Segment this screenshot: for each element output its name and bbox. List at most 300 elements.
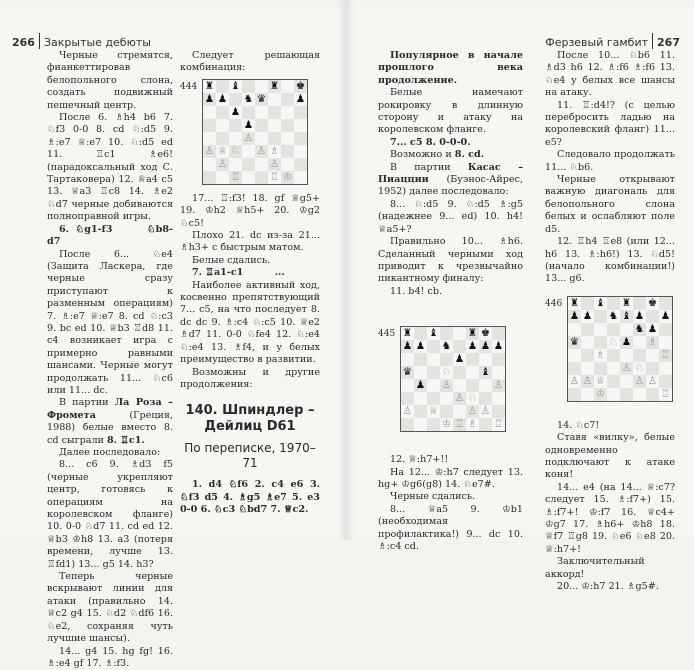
game-moves: 1. d4 ♘f6 2. c4 e6 3. ♘f3 d5 4. ♗g5 ♗e7 5. e3 0-0 6. ♘c3 ♘bd7 7. ♕c2. <box>180 479 320 516</box>
board-square <box>620 323 633 336</box>
board-square <box>646 336 659 349</box>
board-square <box>268 132 281 145</box>
board-square <box>427 327 440 340</box>
board-square <box>594 349 607 362</box>
chess-piece-icon: ♟ <box>205 94 214 105</box>
board-square <box>659 362 672 375</box>
chess-piece-icon: ♘ <box>609 337 618 348</box>
chess-piece-icon: ♟ <box>661 311 670 322</box>
chess-piece-icon: ♟ <box>244 120 253 131</box>
board-square <box>620 310 633 323</box>
white-move: 7. ♖a1-c1 <box>192 267 243 278</box>
paragraph: 20... ♔:h7 21. ♗g5#. <box>545 581 675 593</box>
board-square <box>479 379 492 392</box>
board-square <box>229 93 242 106</box>
board-square <box>203 80 216 93</box>
chess-piece-icon: ♜ <box>270 81 279 92</box>
board-square <box>268 119 281 132</box>
board-square <box>401 366 414 379</box>
board-square <box>216 132 229 145</box>
chess-piece-icon: ♗ <box>270 146 279 157</box>
chess-piece-icon: ♙ <box>455 393 464 404</box>
board-square <box>203 93 216 106</box>
chess-piece-icon: ♙ <box>442 380 451 391</box>
board-square <box>568 349 581 362</box>
board-square <box>659 349 672 362</box>
board-square <box>294 106 307 119</box>
text: В партии <box>390 162 468 173</box>
paragraph <box>47 397 173 447</box>
board-square <box>427 366 440 379</box>
board-square <box>646 349 659 362</box>
board-square <box>492 353 505 366</box>
chess-piece-icon: ♟ <box>231 107 240 118</box>
board-square <box>466 327 479 340</box>
board-square <box>294 171 307 184</box>
board-square <box>633 336 646 349</box>
chess-piece-icon: ♞ <box>609 311 618 322</box>
chess-piece-icon: ♙ <box>218 159 227 170</box>
board-square <box>620 336 633 349</box>
board-square <box>453 327 466 340</box>
board-square <box>255 145 268 158</box>
board-square <box>242 106 255 119</box>
board-square <box>203 119 216 132</box>
board-square <box>242 80 255 93</box>
board-square <box>255 119 268 132</box>
board-square <box>594 297 607 310</box>
paragraph: 8... ♕a5 9. ♔b1 (необходимая профилактика!) 9... dc 10. ♗:c4 cd. <box>378 504 523 554</box>
paragraph: 14. ♘c7! <box>545 420 675 432</box>
chess-piece-icon: ♙ <box>635 376 644 387</box>
chess-piece-icon: ♗ <box>648 337 657 348</box>
board-square <box>268 93 281 106</box>
board-square <box>607 375 620 388</box>
paragraph <box>378 162 523 199</box>
board-square <box>479 340 492 353</box>
board-square <box>216 145 229 158</box>
board-square <box>414 353 427 366</box>
game-title: 140. Шпиндлер – Дейлиц D61 <box>180 403 320 435</box>
board-square <box>492 379 505 392</box>
chess-board <box>400 326 506 432</box>
board-square <box>268 106 281 119</box>
board-square <box>492 405 505 418</box>
board-square <box>203 132 216 145</box>
board-square <box>255 171 268 184</box>
move: 8. ♖c1. <box>107 435 145 446</box>
board-square <box>607 323 620 336</box>
chess-piece-icon: ♟ <box>635 311 644 322</box>
paragraph: Белые намечают рокировку в длинную сторону и атаку на королевском фланге. <box>378 87 523 137</box>
board-square <box>294 93 307 106</box>
chess-piece-icon: ♙ <box>481 406 490 417</box>
board-square <box>453 405 466 418</box>
board-square <box>414 418 427 431</box>
chess-diagram-446 <box>567 296 675 402</box>
paragraph: 11. b4! cb. <box>378 286 523 298</box>
board-square <box>401 405 414 418</box>
paragraph: Ставя «вилку», белые одновременно подключают к атаке коня! <box>545 432 675 482</box>
board-square <box>203 106 216 119</box>
board-square <box>646 388 659 401</box>
chess-board <box>202 79 308 185</box>
chess-piece-icon: ♙ <box>257 146 266 157</box>
chess-piece-icon: ♚ <box>481 328 490 339</box>
board-square <box>607 336 620 349</box>
chess-piece-icon: ♝ <box>596 298 605 309</box>
right-section-title: Ферзевый гамбит <box>545 36 648 49</box>
board-square <box>633 349 646 362</box>
chess-piece-icon: ♙ <box>205 146 214 157</box>
paragraph: Правильно 10... ♗h6. Сделанный черными ход приводит к чрезвычайно пикантному финалу: <box>378 236 523 286</box>
board-square <box>440 340 453 353</box>
chess-piece-icon: ♛ <box>257 94 266 105</box>
paragraph: Белые сдались. <box>180 255 320 267</box>
board-square <box>414 392 427 405</box>
board-square <box>581 375 594 388</box>
board-square <box>440 418 453 431</box>
chess-piece-icon: ♜ <box>622 298 631 309</box>
board-square <box>659 388 672 401</box>
board-square <box>492 340 505 353</box>
chess-piece-icon: ♞ <box>442 341 451 352</box>
board-square <box>401 379 414 392</box>
left-running-head <box>12 33 151 49</box>
board-square <box>620 297 633 310</box>
board-square <box>581 362 594 375</box>
paragraph: На 12... ♔:h7 следует 13. hg+ ♔g6(g8) 14. ♘e7#. <box>378 467 523 492</box>
board-square <box>281 171 294 184</box>
board-square <box>203 158 216 171</box>
chess-piece-icon: ♚ <box>296 81 305 92</box>
board-square <box>427 418 440 431</box>
board-square <box>646 297 659 310</box>
chess-piece-icon: ♙ <box>583 376 592 387</box>
board-square <box>466 405 479 418</box>
paragraph: После 10... ♘b6 11. ♗d3 h6 12. ♗:f6 ♗:f6 13. ♘e4 у белых все шансы на атаку. <box>545 50 675 100</box>
board-square <box>607 362 620 375</box>
chess-piece-icon: ♟ <box>416 380 425 391</box>
chess-piece-icon: ♙ <box>648 376 657 387</box>
board-square <box>607 310 620 323</box>
chess-piece-icon: ♙ <box>622 363 631 374</box>
board-square <box>633 375 646 388</box>
board-square <box>294 80 307 93</box>
board-square <box>414 327 427 340</box>
chess-piece-icon: ♙ <box>244 133 253 144</box>
chess-piece-icon: ♔ <box>442 419 451 430</box>
paragraph: Теперь черные вскрывают линии для атаки (правильно 14. ♕c2 g4 15. ♘d2 ♘df6 16. ♘e2, сохраняя чуть лучшие шансы). <box>47 571 173 645</box>
paragraph: Наиболее активный ход, косвенно препятствующий 7... c5, на что последует 8. dc dc 9. ♗:c4 ♘:c5 10. ♕e2 ♗d7 11. 0-0 ♘fe4 12. ♘:e4 ♘:e4 13. ♗f4, и у белых преимущество в развитии. <box>180 280 320 367</box>
paragraph: Следует решающая комбинация: <box>180 50 320 75</box>
board-square <box>466 392 479 405</box>
right-running-head <box>545 33 680 49</box>
board-square <box>255 132 268 145</box>
chess-piece-icon: ♜ <box>570 298 579 309</box>
board-square <box>568 323 581 336</box>
left-section-title: Закрытые дебюты <box>44 36 151 49</box>
board-square <box>594 362 607 375</box>
players: Ла Роза – Фромета <box>47 397 173 420</box>
board-square <box>479 353 492 366</box>
board-square <box>294 158 307 171</box>
paragraph: 8... ♘:d5 9. ♘:d5 ♗:g5 (надежнее 9... ed) 10. h4! ♕a5+? <box>378 199 523 236</box>
paragraph: Возможны и другие продолжения: <box>180 367 320 392</box>
chess-piece-icon: ♘ <box>231 146 240 157</box>
chess-piece-icon: ♟ <box>416 341 425 352</box>
board-square <box>479 392 492 405</box>
chess-piece-icon: ♙ <box>403 406 412 417</box>
text: Возможно и <box>390 149 455 160</box>
paragraph: 17... ♖:f3! 18. gf ♕g5+ 19. ♔h2 ♕h5+ 20. ♔g2 ♘c5! <box>180 193 320 230</box>
board-square <box>594 388 607 401</box>
black-move: ♘b8-d7 <box>47 224 173 247</box>
board-square <box>401 353 414 366</box>
board-square <box>659 336 672 349</box>
board-square <box>492 392 505 405</box>
chess-piece-icon: ♟ <box>455 354 464 365</box>
board-square <box>466 366 479 379</box>
chess-piece-icon: ♖ <box>494 419 503 430</box>
board-square <box>414 366 427 379</box>
players: Касас – Пиацции <box>378 162 523 185</box>
paragraph: 12. ♕:h7+!! <box>378 454 523 466</box>
paragraph: 14... g4 15. hg fg! 16. ♗:e4 gf 17. ♗:f3. <box>47 646 173 670</box>
chess-diagram-445 <box>400 326 523 432</box>
board-square <box>229 158 242 171</box>
board-square <box>229 119 242 132</box>
diagram-number: 444 <box>180 81 197 93</box>
board-square <box>294 119 307 132</box>
board-square <box>242 171 255 184</box>
paragraph: Плохо 21. dc из-за 21... ♗h3+ с быстрым матом. <box>180 230 320 255</box>
chess-piece-icon: ♜ <box>468 328 477 339</box>
main-move <box>47 224 173 249</box>
board-square <box>242 119 255 132</box>
paragraph: Популярное в начале прошлого века продолжение. <box>378 50 523 87</box>
board-square <box>281 158 294 171</box>
board-square <box>620 375 633 388</box>
left-page-number: 266 <box>12 36 35 49</box>
paragraph: Черные сдались. <box>378 491 523 503</box>
board-square <box>427 340 440 353</box>
paragraph: Черные стремятся, фианкеттировав белопольного слона, создать подвижный пешечный центр. <box>47 50 173 112</box>
board-square <box>427 392 440 405</box>
board-square <box>401 327 414 340</box>
board-square <box>242 93 255 106</box>
board-square <box>659 323 672 336</box>
text: В партии <box>59 397 115 408</box>
board-square <box>479 327 492 340</box>
chess-piece-icon: ♕ <box>596 376 605 387</box>
column-1 <box>47 50 173 670</box>
board-square <box>568 375 581 388</box>
board-square <box>440 392 453 405</box>
board-square <box>281 132 294 145</box>
chess-piece-icon: ♜ <box>205 81 214 92</box>
header-divider <box>652 33 653 49</box>
board-square <box>268 80 281 93</box>
chess-piece-icon: ♟ <box>481 341 490 352</box>
board-square <box>646 362 659 375</box>
paragraph: 8... c6 9. ♗d3 f5 (черные укрепляют центр, готовясь к операциям на королевском фланге) 10. 0-0 ♘d7 11. cd ed 12. ♕b3 ♔h8 13. a3 (потеря времени, лучше 13. ♖fd1) 13... g5 14. h3? <box>47 459 173 571</box>
paragraph: Черные открывают важную диагональ для белопольного слона белых и ослабляют поле d5. <box>545 174 675 236</box>
board-square <box>229 80 242 93</box>
board-square <box>607 388 620 401</box>
board-square <box>440 379 453 392</box>
board-square <box>607 297 620 310</box>
board-square <box>242 132 255 145</box>
paragraph: 7... c5 8. 0-0-0. <box>378 137 523 149</box>
chess-piece-icon: ♕ <box>218 146 227 157</box>
chess-piece-icon: ♕ <box>429 406 438 417</box>
board-square <box>440 327 453 340</box>
chess-piece-icon: ♛ <box>403 367 412 378</box>
chess-piece-icon: ♞ <box>244 94 253 105</box>
board-square <box>216 106 229 119</box>
column-4 <box>545 50 675 593</box>
board-square <box>568 388 581 401</box>
board-square <box>229 145 242 158</box>
paragraph: После 6... ♘e4 (Защита Ласкера, где черные сразу приступают к разменным операциям) 7. ♗:e7 ♕:e7 8. cd ♘:c3 9. bc ed 10. ♕b3 ♖d8 11. c4 возникает игра с примерно равными шансами. Черные могут продолжать 11... ♘c6 или 11... dc. <box>47 249 173 398</box>
board-square <box>401 340 414 353</box>
board-square <box>568 310 581 323</box>
board-square <box>216 93 229 106</box>
chess-piece-icon: ♚ <box>648 298 657 309</box>
chess-piece-icon: ♖ <box>661 350 670 361</box>
board-square <box>281 106 294 119</box>
board-square <box>281 93 294 106</box>
board-square <box>203 171 216 184</box>
board-square <box>453 392 466 405</box>
paragraph <box>378 149 523 161</box>
board-square <box>255 158 268 171</box>
header-divider <box>39 33 40 49</box>
chess-piece-icon: ♘ <box>635 363 644 374</box>
board-square <box>581 336 594 349</box>
move: 8. cd. <box>455 149 484 160</box>
board-square <box>427 379 440 392</box>
chess-piece-icon: ♟ <box>570 311 579 322</box>
chess-piece-icon: ♝ <box>481 367 490 378</box>
board-square <box>294 132 307 145</box>
board-square <box>633 297 646 310</box>
chess-piece-icon: ♗ <box>596 350 605 361</box>
board-square <box>633 362 646 375</box>
paragraph: Далее последовало: <box>47 447 173 459</box>
paragraph: 12. ♖h4 ♖e8 (или 12... h6 13. ♗:h6!) 13. ♘d5! (начало комбинации!) 13... g6. <box>545 236 675 286</box>
board-square <box>242 158 255 171</box>
board-square <box>203 145 216 158</box>
board-square <box>440 405 453 418</box>
board-square <box>414 340 427 353</box>
chess-piece-icon: ♗ <box>468 419 477 430</box>
board-square <box>633 310 646 323</box>
board-square <box>294 145 307 158</box>
chess-piece-icon: ♟ <box>296 94 305 105</box>
board-square <box>216 171 229 184</box>
board-square <box>581 349 594 362</box>
board-square <box>440 353 453 366</box>
board-square <box>646 375 659 388</box>
board-square <box>594 336 607 349</box>
board-square <box>229 132 242 145</box>
game-subtitle: По переписке, 1970–71 <box>180 441 320 471</box>
board-square <box>268 171 281 184</box>
board-square <box>268 158 281 171</box>
board-square <box>646 323 659 336</box>
chess-piece-icon: ♟ <box>622 337 631 348</box>
column-2 <box>180 50 320 517</box>
board-square <box>216 80 229 93</box>
chess-piece-icon: ♛ <box>570 337 579 348</box>
board-square <box>492 418 505 431</box>
board-square <box>620 349 633 362</box>
chess-piece-icon: ♟ <box>403 341 412 352</box>
board-square <box>581 297 594 310</box>
board-square <box>620 388 633 401</box>
board-square <box>401 392 414 405</box>
chess-piece-icon: ♖ <box>270 172 279 183</box>
board-square <box>581 310 594 323</box>
right-page-number: 267 <box>657 36 680 49</box>
board-square <box>229 106 242 119</box>
chess-board <box>567 296 673 402</box>
board-square <box>479 405 492 418</box>
chess-piece-icon: ♘ <box>468 393 477 404</box>
board-square <box>466 379 479 392</box>
board-square <box>281 145 294 158</box>
board-square <box>440 366 453 379</box>
board-square <box>568 297 581 310</box>
board-square <box>268 145 281 158</box>
board-square <box>620 362 633 375</box>
board-square <box>255 80 268 93</box>
board-square <box>255 93 268 106</box>
chess-piece-icon: ♖ <box>661 389 670 400</box>
chess-piece-icon: ♟ <box>583 311 592 322</box>
chess-piece-icon: ♔ <box>596 389 605 400</box>
board-square <box>581 323 594 336</box>
board-square <box>466 353 479 366</box>
column-3 <box>378 50 523 553</box>
chess-piece-icon: ♟ <box>218 94 227 105</box>
chess-piece-icon: ♞ <box>635 324 644 335</box>
board-square <box>466 418 479 431</box>
text: (Буэнос-Айрес, 1952) далее последовало: <box>378 174 523 197</box>
chess-piece-icon: ♝ <box>231 81 240 92</box>
diagram-number: 445 <box>378 328 395 340</box>
left-page <box>0 0 346 540</box>
board-square <box>568 336 581 349</box>
board-square <box>492 366 505 379</box>
board-square <box>242 145 255 158</box>
board-square <box>568 362 581 375</box>
paragraph: Следовало продолжать 11... ♘b6. <box>545 149 675 174</box>
board-square <box>594 323 607 336</box>
chess-piece-icon: ♟ <box>468 341 477 352</box>
board-square <box>607 349 620 362</box>
board-square <box>453 379 466 392</box>
chess-piece-icon: ♙ <box>570 376 579 387</box>
chess-piece-icon: ♝ <box>429 328 438 339</box>
white-move: 6. ♘g1-f3 <box>59 224 112 235</box>
board-square <box>594 310 607 323</box>
board-square <box>659 375 672 388</box>
board-square <box>581 388 594 401</box>
board-square <box>427 405 440 418</box>
